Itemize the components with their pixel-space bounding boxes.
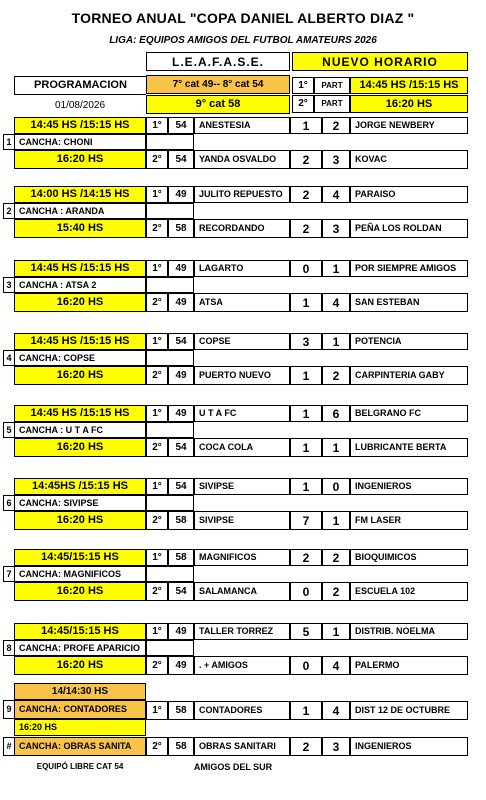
away-team: POR SIEMPRE AMIGOS (350, 260, 468, 277)
spacer-cell (146, 350, 194, 366)
spacer-cell (146, 134, 194, 150)
away-team: KOVAC (350, 150, 468, 169)
cancha-label: CANCHA : ARANDA (14, 203, 146, 219)
away-team: PALERMO (350, 656, 468, 675)
away-goals: 4 (322, 656, 350, 675)
cancha-label: CANCHA : ATSA 2 (14, 277, 146, 293)
match-ordinal: 1° (146, 117, 168, 134)
away-goals: 1 (322, 511, 350, 530)
home-goals: 1 (290, 405, 322, 422)
org-name: L.E.A.F.A.S.E. (146, 52, 290, 71)
time-slot-1: 14:45/15:15 HS (14, 623, 146, 640)
home-team: ANESTESIA (194, 117, 290, 134)
match-ordinal: 2° (146, 511, 168, 530)
time-slot-2: 16:20 HS (14, 293, 146, 312)
block-number: 5 (3, 422, 14, 438)
home-goals: 0 (290, 656, 322, 675)
away-goals: 2 (322, 366, 350, 385)
home-goals: 5 (290, 623, 322, 640)
away-team: BELGRANO FC (350, 405, 468, 422)
part-2-ordinal: 2° (292, 95, 314, 113)
spacer-cell (146, 277, 194, 293)
time-slot-1: 14:45 HS /15:15 HS (14, 260, 146, 277)
home-goals: 2 (290, 186, 322, 203)
home-goals: 2 (290, 737, 322, 756)
block-number: 8 (3, 640, 14, 656)
block-number: 6 (3, 495, 14, 511)
away-goals: 4 (322, 701, 350, 720)
match-ordinal: 2° (146, 219, 168, 238)
block-number: # (3, 737, 14, 756)
away-goals: 6 (322, 405, 350, 422)
time-slot-2: 15:40 HS (14, 219, 146, 238)
cancha-label: CANCHA: CHONI (14, 134, 146, 150)
cancha-label: CANCHA: CONTADORES (14, 700, 146, 719)
home-team: SALAMANCA (194, 582, 290, 601)
home-goals: 0 (290, 582, 322, 601)
match-ordinal: 1° (146, 623, 168, 640)
home-team: PUERTO NUEVO (194, 366, 290, 385)
match-category: 49 (168, 405, 194, 422)
away-goals: 1 (322, 623, 350, 640)
spacer-cell (146, 422, 194, 438)
away-team: INGENIEROS (350, 737, 468, 756)
time-slot-2: 16:20 HS (14, 719, 146, 736)
match-category: 54 (168, 117, 194, 134)
match-ordinal: 2° (146, 366, 168, 385)
match-category: 58 (168, 549, 194, 566)
home-team: MAGNIFICOS (194, 549, 290, 566)
away-team: INGENIEROS (350, 478, 468, 495)
block-number: 9 (3, 700, 14, 719)
time-slot-2: 16:20 HS (14, 366, 146, 385)
home-team: COCA COLA (194, 438, 290, 457)
home-team: ATSA (194, 293, 290, 312)
home-team: U T A FC (194, 405, 290, 422)
spacer-cell (146, 566, 194, 582)
home-goals: 0 (290, 260, 322, 277)
match-ordinal: 2° (146, 438, 168, 457)
home-team: CONTADORES (194, 701, 290, 720)
away-goals: 0 (322, 478, 350, 495)
spacer-cell (146, 640, 194, 656)
free-team-name: AMIGOS DEL SUR (193, 761, 273, 772)
away-goals: 2 (322, 582, 350, 601)
part-1-ordinal: 1° (292, 77, 314, 94)
block-number: 3 (3, 277, 14, 293)
category-line-2: 9° cat 58 (146, 95, 290, 114)
match-category: 58 (168, 511, 194, 530)
home-goals: 1 (290, 701, 322, 720)
cancha-label: CANCHA: MAGNIFICOS (14, 566, 146, 582)
match-ordinal: 1° (146, 478, 168, 495)
match-category: 54 (168, 478, 194, 495)
part-2-label: PART (314, 95, 350, 113)
away-team: POTENCIA (350, 333, 468, 350)
away-team: BIOQUIMICOS (350, 549, 468, 566)
block-number: 2 (3, 203, 14, 219)
time-slot-1: 14:45 HS /15:15 HS (14, 333, 146, 350)
home-team: TALLER TORREZ (194, 623, 290, 640)
time-slot-2: 16:20 HS (14, 582, 146, 601)
block-number: 1 (3, 134, 14, 150)
away-team: CARPINTERIA GABY (350, 366, 468, 385)
match-ordinal: 2° (146, 150, 168, 169)
away-team: ESCUELA 102 (350, 582, 468, 601)
home-team: SIVIPSE (194, 511, 290, 530)
time-slot-2: 16:20 HS (14, 656, 146, 675)
home-goals: 1 (290, 478, 322, 495)
time-slot-1: 14/14:30 HS (14, 683, 146, 700)
time-slot-2: 16:20 HS (14, 511, 146, 530)
cancha-label: CANCHA: OBRAS SANITA (14, 737, 146, 756)
match-category: 49 (168, 366, 194, 385)
home-goals: 3 (290, 333, 322, 350)
match-category: 49 (168, 186, 194, 203)
time-slot-1: 14:45/15:15 HS (14, 549, 146, 566)
cancha-label: CANCHA: SIVIPSE (14, 495, 146, 511)
away-team: LUBRICANTE BERTA (350, 438, 468, 457)
away-goals: 1 (322, 333, 350, 350)
nuevo-horario-label: NUEVO HORARIO (292, 52, 468, 71)
home-team: SIVIPSE (194, 478, 290, 495)
away-goals: 3 (322, 737, 350, 756)
match-ordinal: 1° (146, 701, 168, 720)
match-category: 49 (168, 293, 194, 312)
away-goals: 3 (322, 150, 350, 169)
category-line-1: 7° cat 49-- 8° cat 54 (146, 75, 290, 94)
match-ordinal: 1° (146, 260, 168, 277)
block-number: 7 (3, 566, 14, 582)
time-slot-1: 14:45 HS /15:15 HS (14, 117, 146, 134)
away-goals: 1 (322, 438, 350, 457)
away-team: DISTRIB. NOELMA (350, 623, 468, 640)
home-goals: 1 (290, 293, 322, 312)
home-team: JULITO REPUESTO (194, 186, 290, 203)
away-goals: 2 (322, 117, 350, 134)
match-ordinal: 1° (146, 405, 168, 422)
match-ordinal: 2° (146, 582, 168, 601)
programacion-label: PROGRAMACION (14, 76, 146, 95)
time-slot-2: 16:20 HS (14, 438, 146, 457)
away-goals: 3 (322, 219, 350, 238)
away-goals: 4 (322, 186, 350, 203)
match-category: 49 (168, 623, 194, 640)
home-goals: 2 (290, 150, 322, 169)
away-goals: 1 (322, 260, 350, 277)
part-2-time: 16:20 HS (350, 95, 468, 113)
away-goals: 2 (322, 549, 350, 566)
match-category: 54 (168, 582, 194, 601)
home-team: OBRAS SANITARI (194, 737, 290, 756)
page-title: TORNEO ANUAL "COPA DANIEL ALBERTO DIAZ " (71, 10, 415, 26)
home-goals: 1 (290, 117, 322, 134)
match-ordinal: 1° (146, 549, 168, 566)
spacer-cell (146, 495, 194, 511)
match-ordinal: 2° (146, 656, 168, 675)
away-team: JORGE NEWBERY (350, 117, 468, 134)
match-category: 54 (168, 333, 194, 350)
match-category: 58 (168, 737, 194, 756)
home-team: LAGARTO (194, 260, 290, 277)
away-team: PARAISO (350, 186, 468, 203)
away-goals: 4 (322, 293, 350, 312)
match-category: 49 (168, 656, 194, 675)
match-ordinal: 1° (146, 333, 168, 350)
cancha-label: CANCHA : U T A FC (14, 422, 146, 438)
away-team: SAN ESTEBAN (350, 293, 468, 312)
free-team-label: EQUIPÓ LIBRE CAT 54 (36, 762, 124, 771)
home-goals: 7 (290, 511, 322, 530)
spacer-cell (146, 203, 194, 219)
cancha-label: CANCHA: COPSE (14, 350, 146, 366)
part-1-time: 14:45 HS /15:15 HS (350, 77, 468, 94)
part-1-label: PART (314, 77, 350, 94)
home-team: COPSE (194, 333, 290, 350)
time-slot-2: 16:20 HS (14, 150, 146, 169)
match-category: 58 (168, 701, 194, 720)
time-slot-1: 14:45HS /15:15 HS (14, 478, 146, 495)
schedule-date: 01/08/2026 (54, 99, 106, 111)
match-ordinal: 2° (146, 737, 168, 756)
match-category: 49 (168, 260, 194, 277)
home-goals: 2 (290, 219, 322, 238)
home-goals: 1 (290, 438, 322, 457)
away-team: DIST 12 DE OCTUBRE (350, 701, 468, 720)
home-team: YANDA OSVALDO (194, 150, 290, 169)
match-ordinal: 1° (146, 186, 168, 203)
match-category: 58 (168, 219, 194, 238)
away-team: PEÑA LOS ROLDAN (350, 219, 468, 238)
page-subtitle: LIGA: EQUIPOS AMIGOS DEL FUTBOL AMATEURS 2026 (109, 35, 377, 46)
home-team: RECORDANDO (194, 219, 290, 238)
home-goals: 1 (290, 366, 322, 385)
match-category: 54 (168, 438, 194, 457)
time-slot-1: 14:45 HS /15:15 HS (14, 405, 146, 422)
cancha-label: CANCHA: PROFE APARICIO (14, 640, 146, 656)
time-slot-1: 14:00 HS /14:15 HS (14, 186, 146, 203)
match-category: 54 (168, 150, 194, 169)
block-number: 4 (3, 350, 14, 366)
away-team: FM LASER (350, 511, 468, 530)
home-team: . + AMIGOS (194, 656, 290, 675)
match-ordinal: 2° (146, 293, 168, 312)
home-goals: 2 (290, 549, 322, 566)
